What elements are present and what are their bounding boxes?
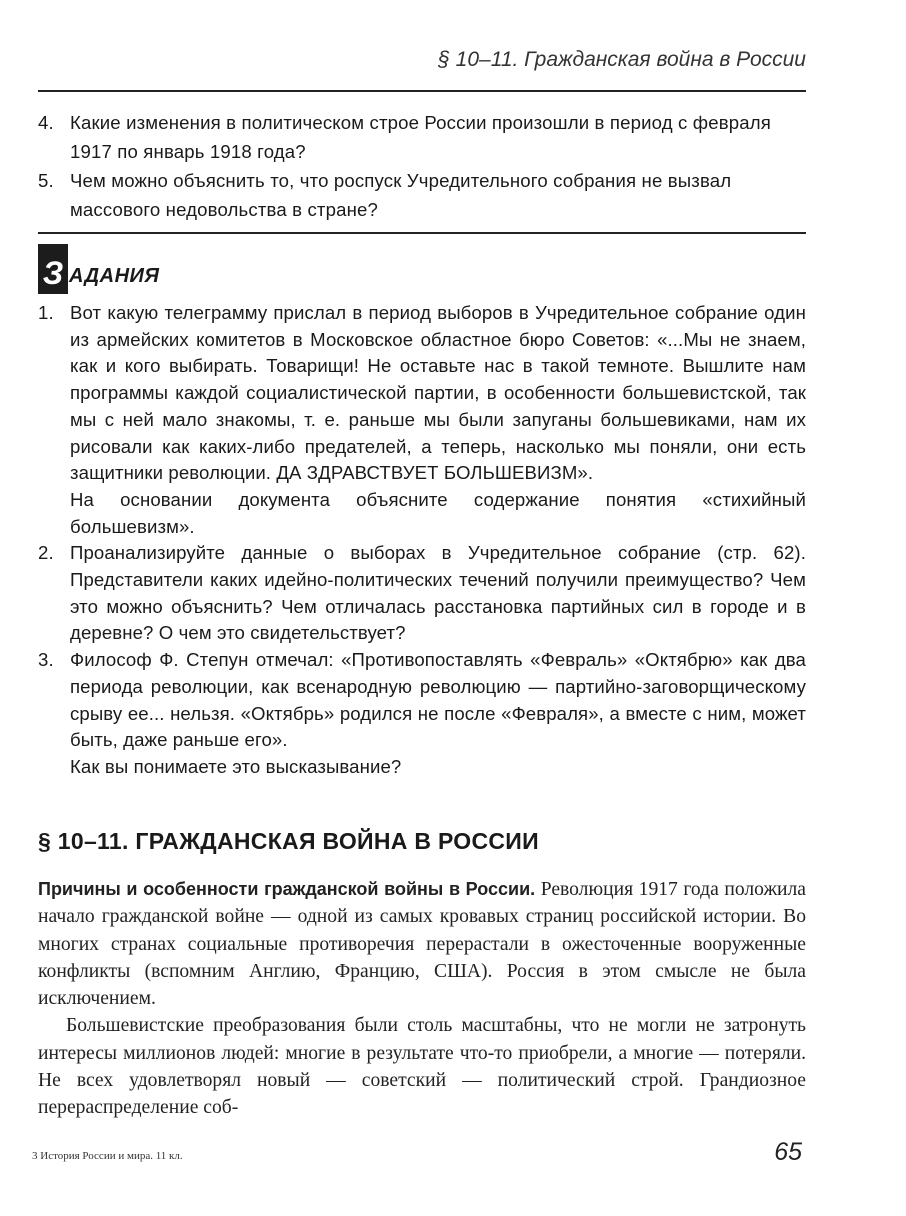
paragraph-lead-text: Революция 1917 года положила начало гражданской войне — одной из самых кровавых страниц российской истории. Во многих странах социальные противоречия перерастали в ожесточенные вооруженные конфликты (вспомним Англию, Францию, США). Россия в этом смысле не была исключением. <box>38 879 806 1010</box>
body-paragraph <box>38 876 806 1012</box>
task-text: Вот какую телеграмму прислал в период выборов в Учредительное собрание один из армейских комитетов в Московское областное бюро Советов: «...Мы не знаем, как и кого выбирать. Товарищи! Не оставьте нас в такой темноте. Вышлите нам программы каждой социалистической партии, в особенности большевистской, так мы с ней мало знакомы, т. е. раньше мы были запуганы большевиками, нам их рисовали как каких-либо предателей, а теперь, насколько мы поняли, они есть защитники революции. ДА ЗДРАВСТВУЕТ БОЛЬШЕВИЗМ». <box>70 302 806 484</box>
task-number: 1. <box>38 302 54 323</box>
page-number: 65 <box>774 1138 802 1166</box>
tasks-heading-initial: З <box>38 244 68 294</box>
task-number: 3. <box>38 649 54 671</box>
question-number: 5. <box>38 170 54 191</box>
textbook-page <box>32 0 806 1216</box>
task-item <box>38 647 806 781</box>
body-paragraph: Большевистские преобразования были столь масштабны, что не могли не затронуть интересы миллионов людей: многие в результате что-то приобрели, а многие — потеряли. Не всех удовлетворял новый — советский — политический строй. Грандиозное перераспределение соб- <box>38 1015 806 1119</box>
paragraph-heading: Причины и особенности гражданской войны в России. <box>38 879 536 899</box>
task-text: Философ Ф. Степун отмечал: «Противопоставлять «Февраль» «Октябрю» как два периода революции, как всенародную революцию — партийно-заговорщическому срыву ее... нельзя. «Октябрь» родился не после «Февраля», а вместе с ним, может быть, даже раньше его». <box>70 649 806 751</box>
tasks-rule <box>38 232 806 234</box>
task-text: Проанализируйте данные о выборах в Учредительное собрание (стр. 62). Представители каких идейно-политических течений получили преимущество? Чем это можно объяснить? Чем отличалась расстановка партийных сил в городе и в деревне? О чем это свидетельствует? <box>70 542 806 644</box>
question-item <box>38 108 806 166</box>
tasks-heading <box>38 244 159 294</box>
questions-list <box>38 108 806 224</box>
task-question: На основании документа объясните содержание понятия «стихийный большевизм». <box>70 488 806 537</box>
task-item <box>38 300 806 540</box>
tasks-list <box>38 300 806 781</box>
running-head: § 10–11. Гражданская война в России <box>438 48 806 71</box>
signature-mark: 3 История России и мира. 11 кл. <box>32 1150 183 1162</box>
tasks-heading-rest: АДАНИЯ <box>69 265 160 287</box>
question-text: Чем можно объяснить то, что роспуск Учредительного собрания не вызвал массового недовольства в стране? <box>70 170 732 220</box>
question-item <box>38 166 806 224</box>
question-text: Какие изменения в политическом строе России произошли в период с февраля 1917 по январь 1918 года? <box>70 112 771 162</box>
task-item <box>38 540 806 647</box>
section-title: § 10–11. ГРАЖДАНСКАЯ ВОЙНА В РОССИИ <box>38 828 539 854</box>
question-number: 4. <box>38 112 54 133</box>
section-body <box>38 876 806 1122</box>
header-rule <box>38 90 806 92</box>
task-number: 2. <box>38 542 54 564</box>
task-question: Как вы понимаете это высказывание? <box>70 755 402 777</box>
